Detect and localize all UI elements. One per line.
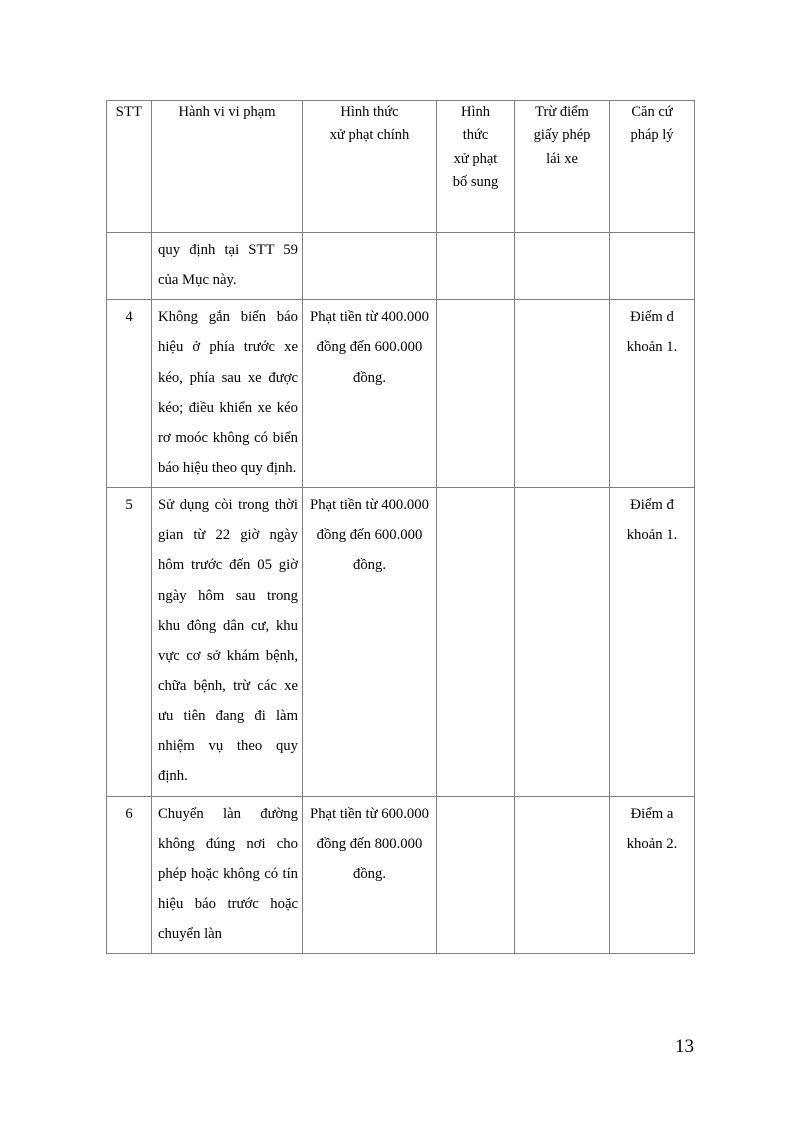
column-header-legal-basis bbox=[610, 101, 695, 233]
table-header-row bbox=[107, 101, 695, 233]
cell-stt: 6 bbox=[107, 796, 152, 954]
cell-extra-penalty bbox=[437, 233, 515, 300]
cell-violation: Sử dụng còi trong thời gian từ 22 giờ ngày hôm trước đến 05 giờ ngày hôm sau trong khu đông dân cư, khu vực cơ sở khám bệnh, chữa bệnh, trừ các xe ưu tiên đang đi làm nhiệm vụ theo quy định. bbox=[152, 488, 303, 796]
column-header-violation: Hành vi vi phạm bbox=[152, 101, 303, 233]
table-row bbox=[107, 300, 695, 488]
cell-stt: 4 bbox=[107, 300, 152, 488]
table-row bbox=[107, 796, 695, 954]
cell-points-deduction bbox=[515, 233, 610, 300]
cell-legal-basis: Điểm đ khoản 1. bbox=[610, 488, 695, 796]
cell-legal-basis: Điểm a khoản 2. bbox=[610, 796, 695, 954]
cell-main-penalty: Phạt tiền từ 400.000 đồng đến 600.000 đồng. bbox=[303, 300, 437, 488]
column-header-points-deduction-line2: giấy phép bbox=[533, 127, 591, 144]
column-header-points-deduction-line3: lái xe bbox=[546, 150, 578, 167]
column-header-main-penalty-line2: xử phạt chính bbox=[329, 127, 410, 144]
violations-table bbox=[106, 100, 695, 954]
cell-violation: quy định tại STT 59 của Mục này. bbox=[152, 233, 303, 300]
column-header-stt: STT bbox=[107, 101, 152, 233]
column-header-extra-penalty bbox=[437, 101, 515, 233]
cell-stt: 5 bbox=[107, 488, 152, 796]
cell-main-penalty: Phạt tiền từ 600.000 đồng đến 800.000 đồng. bbox=[303, 796, 437, 954]
column-header-points-deduction-line1: Trừ điểm bbox=[535, 104, 589, 120]
column-header-main-penalty-line1: Hình thức bbox=[340, 104, 399, 120]
table-row bbox=[107, 488, 695, 796]
cell-points-deduction bbox=[515, 488, 610, 796]
column-header-legal-basis-line2: pháp lý bbox=[630, 127, 674, 144]
table-row bbox=[107, 233, 695, 300]
table-body bbox=[107, 233, 695, 954]
cell-extra-penalty bbox=[437, 488, 515, 796]
column-header-extra-penalty-line1: Hình bbox=[461, 104, 490, 120]
column-header-main-penalty bbox=[303, 101, 437, 233]
table-header bbox=[107, 101, 695, 233]
column-header-extra-penalty-line2: thức bbox=[462, 127, 489, 144]
cell-main-penalty bbox=[303, 233, 437, 300]
column-header-legal-basis-line1: Căn cứ bbox=[631, 104, 673, 120]
page-number: 13 bbox=[675, 1036, 694, 1057]
cell-extra-penalty bbox=[437, 796, 515, 954]
cell-legal-basis: Điểm d khoản 1. bbox=[610, 300, 695, 488]
cell-points-deduction bbox=[515, 300, 610, 488]
column-header-extra-penalty-line3: xử phạt bbox=[453, 150, 498, 167]
cell-stt bbox=[107, 233, 152, 300]
cell-main-penalty: Phạt tiền từ 400.000 đồng đến 600.000 đồng. bbox=[303, 488, 437, 796]
column-header-extra-penalty-line4: bố sung bbox=[452, 174, 499, 191]
cell-points-deduction bbox=[515, 796, 610, 954]
cell-violation: Không gắn biển báo hiệu ở phía trước xe kéo, phía sau xe được kéo; điều khiển xe kéo rơ moóc không có biển báo hiệu theo quy định. bbox=[152, 300, 303, 488]
column-header-points-deduction bbox=[515, 101, 610, 233]
cell-violation: Chuyển làn đường không đúng nơi cho phép hoặc không có tín hiệu báo trước hoặc chuyển làn bbox=[152, 796, 303, 954]
cell-extra-penalty bbox=[437, 300, 515, 488]
cell-legal-basis bbox=[610, 233, 695, 300]
